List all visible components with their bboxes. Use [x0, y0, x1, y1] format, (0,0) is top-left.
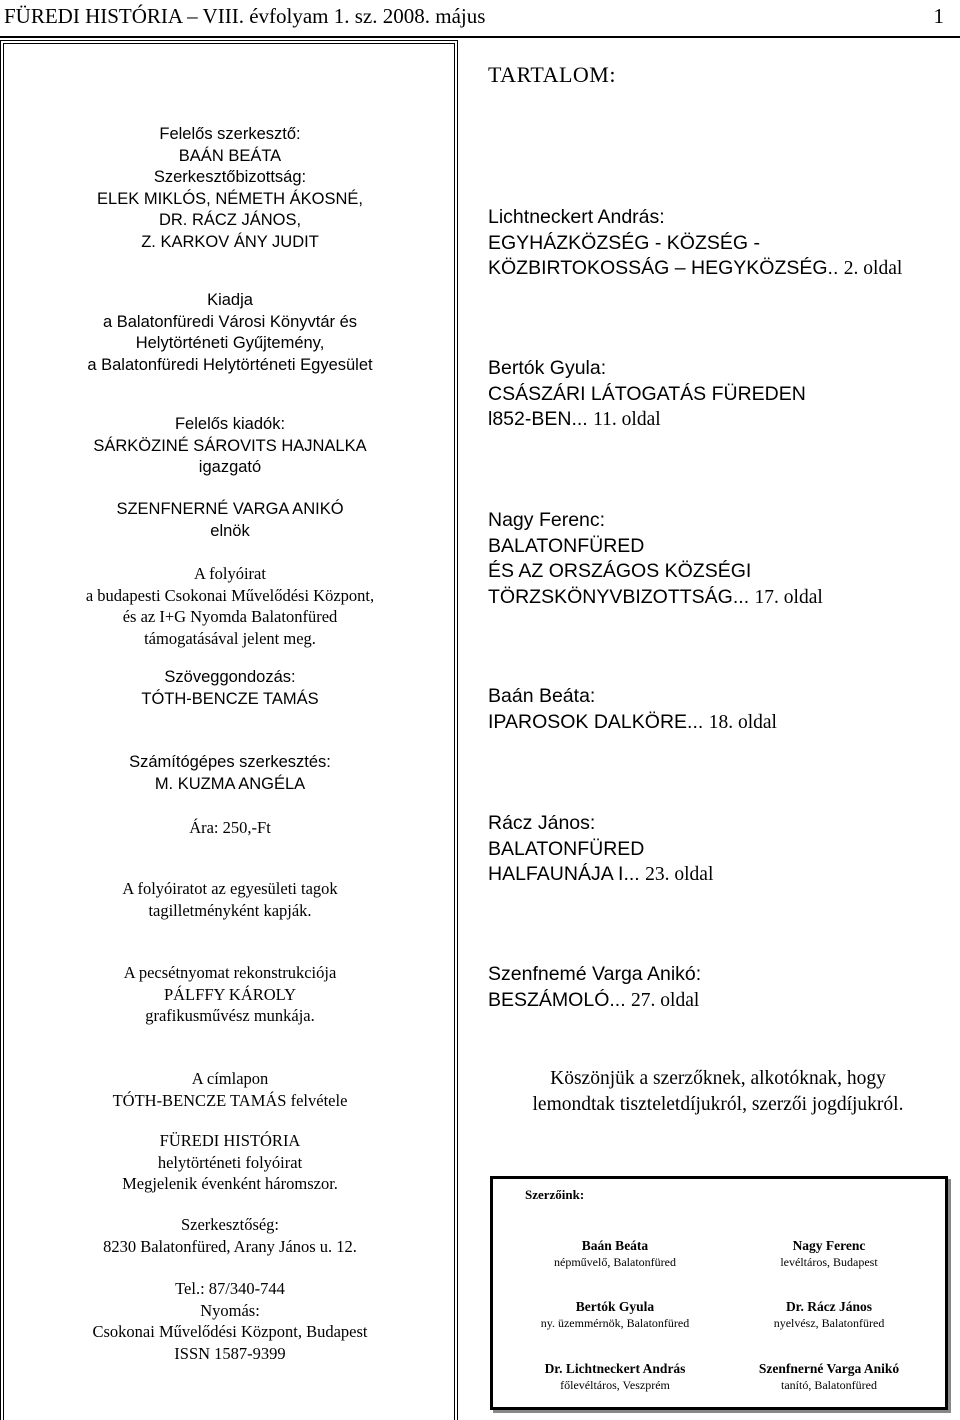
toc-title-line: TÖRZSKÖNYVBIZOTTSÁG...	[488, 585, 750, 608]
toc-title-line: BESZÁMOLÓ...	[488, 988, 626, 1011]
editor-label: Felelős szerkesztő:	[159, 125, 301, 143]
typesetting-block	[0, 752, 460, 795]
toc-entry	[488, 356, 958, 433]
toc-title: TARTALOM:	[488, 62, 616, 87]
toc-page: 17. oldal	[754, 586, 823, 608]
responsible-name: SÁRKÖZINÉ SÁROVITS HAJNALKA	[93, 436, 367, 455]
toc-entry	[488, 205, 958, 282]
author-name: Baán Beáta	[581, 1238, 649, 1253]
thanks-line-1: Köszönjük a szerzőknek, alkotóknak, hogy	[550, 1068, 886, 1089]
board-line-1: ELEK MIKLÓS, NÉMETH ÁKOSNÉ,	[97, 189, 363, 208]
seal-block	[0, 962, 460, 1027]
author-name: Dr. Rácz János	[785, 1299, 873, 1314]
author-card	[729, 1237, 929, 1270]
toc-entry	[488, 684, 958, 735]
page-header	[0, 0, 960, 36]
toc-entry	[488, 811, 958, 888]
authors-box	[490, 1176, 948, 1410]
support-block	[0, 563, 460, 649]
author-name: Bertók Gyula	[575, 1299, 655, 1314]
toc-title-line: EGYHÁZKÖZSÉG - KÖZSÉG -	[488, 231, 760, 254]
board-line-3: Z. KARKOV ÁNY JUDIT	[141, 232, 319, 251]
toc-page: 18. oldal	[708, 711, 777, 733]
cover-line-2: TÓTH-BENCZE TAMÁS felvétele	[112, 1090, 348, 1110]
membership-line-2: tagilletményként kapják.	[148, 900, 312, 920]
support-line-4: támogatásával jelent meg.	[144, 628, 316, 648]
thanks-note	[478, 1066, 958, 1117]
support-line-3: és az I+G Nyomda Balatonfüred	[122, 607, 338, 626]
publisher-line-1: a Balatonfüredi Városi Könyvtár és	[102, 312, 358, 331]
toc-title-line: KÖZBIRTOKOSSÁG – HEGYKÖZSÉG..	[488, 257, 839, 279]
president-title: elnök	[210, 521, 250, 540]
author-card	[515, 1360, 715, 1393]
publisher-label: Kiadja	[207, 291, 253, 309]
toc-title-line: HALFAUNÁJA I...	[488, 863, 640, 885]
toc-entry	[488, 508, 958, 610]
support-line-2: a budapesti Csokonai Művelődési Központ,	[85, 585, 375, 605]
support-line-1: A folyóirat	[194, 564, 266, 583]
contact-block	[0, 1278, 460, 1364]
responsible-label: Felelős kiadók:	[174, 415, 286, 433]
toc-title-line: ÉS AZ ORSZÁGOS KÖZSÉGI	[488, 560, 752, 582]
author-role: tanító, Balatonfüred	[781, 1378, 877, 1392]
author-name: Dr. Lichtneckert András	[544, 1361, 686, 1376]
author-role: nyelvész, Balatonfüred	[773, 1316, 885, 1330]
author-role: ny. üzemmérnök, Balatonfüred	[540, 1316, 690, 1330]
proofreading-block	[0, 667, 460, 710]
journal-block	[0, 1130, 460, 1195]
header-title: FÜREDI HISTÓRIA – VIII. évfolyam 1. sz. 2008. május	[4, 4, 486, 28]
seal-line-2: PÁLFFY KÁROLY	[163, 984, 297, 1004]
price-block	[0, 817, 460, 839]
toc-page: 27. oldal	[631, 989, 700, 1011]
membership-block	[0, 878, 460, 921]
publisher-line-3: a Balatonfüredi Helytörténeti Egyesület	[87, 355, 373, 374]
journal-type: helytörténeti folyóirat	[157, 1152, 303, 1172]
editor-name: BAÁN BEÁTA	[178, 146, 282, 165]
toc-author: Bertók Gyula:	[488, 357, 607, 379]
authors-heading: Szerzőink:	[525, 1187, 585, 1202]
typesetting-name: M. KUZMA ANGÉLA	[154, 774, 306, 793]
typesetting-label: Számítógépes szerkesztés:	[129, 753, 331, 771]
toc-entry	[488, 962, 958, 1013]
board-label: Szerkesztőbizottság:	[153, 168, 307, 186]
toc-author: Nagy Ferenc:	[488, 509, 606, 531]
responsible-block	[0, 414, 460, 479]
author-role: népművelő, Balatonfüred	[554, 1255, 676, 1269]
thanks-line-2: lemondtak tiszteletdíjukról, szerzői jogdíjukról.	[532, 1093, 904, 1115]
toc-title-line: CSÁSZÁRI LÁTOGATÁS FÜREDEN	[488, 382, 806, 405]
membership-line-1: A folyóiratot az egyesületi tagok	[122, 879, 338, 898]
toc-page: 23. oldal	[645, 864, 714, 885]
author-card	[729, 1360, 929, 1393]
header-rule	[0, 36, 960, 38]
header-page-number: 1	[933, 4, 944, 28]
toc-page: 11. oldal	[593, 409, 661, 430]
toc-author: Baán Beáta:	[488, 685, 596, 707]
seal-line-1: A pecsétnyomat rekonstrukciója	[123, 963, 337, 982]
journal-frequency: Megjelenik évenként háromszor.	[122, 1174, 338, 1193]
author-card	[729, 1298, 929, 1331]
office-block	[0, 1214, 460, 1257]
author-card	[515, 1298, 715, 1331]
author-name: Nagy Ferenc	[792, 1238, 866, 1253]
author-role: levéltáros, Budapest	[780, 1255, 878, 1269]
author-card	[515, 1237, 715, 1270]
office-label: Szerkesztőség:	[180, 1215, 280, 1234]
publisher-block	[0, 290, 460, 376]
toc-author: Rácz János:	[488, 812, 596, 834]
seal-line-3: grafikusművész munkája.	[145, 1006, 315, 1025]
issn: ISSN 1587-9399	[174, 1343, 286, 1363]
toc-title-line: IPAROSOK DALKÖRE...	[488, 710, 704, 733]
toc-title-line: BALATONFÜRED	[488, 534, 645, 557]
price-text: Ára: 250,-Ft	[189, 818, 271, 837]
printing-name: Csokonai Művelődési Központ, Budapest	[92, 1322, 368, 1341]
proofreading-name: TÓTH-BENCZE TAMÁS	[141, 689, 319, 708]
toc-author: Lichtneckert András:	[488, 206, 665, 228]
cover-block	[0, 1068, 460, 1111]
president-block	[0, 499, 460, 542]
responsible-title: igazgató	[198, 458, 262, 476]
publisher-line-2: Helytörténeti Gyűjtemény,	[135, 334, 325, 352]
president-name: SZENFNERNÉ VARGA ANIKÓ	[116, 500, 344, 518]
toc-author: Szenfnemé Varga Anikó:	[488, 963, 702, 985]
contact-phone: Tel.: 87/340-744	[175, 1279, 285, 1298]
toc-page: 2. oldal	[843, 258, 903, 279]
editor-block	[0, 124, 460, 253]
cover-line-1: A címlapon	[191, 1069, 269, 1088]
printing-label: Nyomás:	[200, 1300, 260, 1320]
journal-name: FÜREDI HISTÓRIA	[159, 1131, 301, 1150]
board-line-2: DR. RÁCZ JÁNOS,	[158, 211, 302, 229]
author-name: Szenfnerné Varga Anikó	[758, 1361, 900, 1376]
author-role: főlevéltáros, Veszprém	[560, 1378, 670, 1392]
toc-title-line: l852-BEN...	[488, 408, 588, 430]
office-address: 8230 Balatonfüred, Arany János u. 12.	[103, 1236, 357, 1256]
toc-title-line: BALATONFÜRED	[488, 837, 645, 860]
proofreading-label: Szöveggondozás:	[164, 668, 296, 686]
